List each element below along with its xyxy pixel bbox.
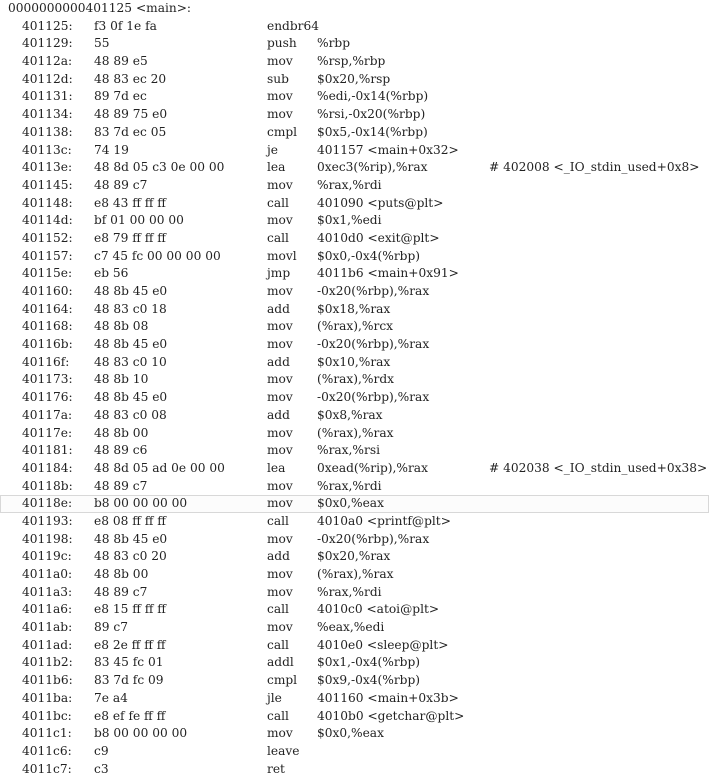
instruction-operands: (%rax),%rdx: [317, 372, 395, 387]
instruction-mnemonic: addl: [267, 655, 294, 670]
instruction-bytes: 48 8b 45 e0: [94, 284, 168, 298]
instruction-operands: $0x1,-0x4(%rbp): [317, 655, 421, 670]
instruction-address: 4011a3:: [22, 584, 73, 599]
instruction-address: 401176:: [22, 390, 73, 405]
instruction-address: 401125:: [22, 18, 73, 33]
instruction-bytes: 48 8d 05 ad 0e 00 00: [94, 460, 225, 475]
instruction-mnemonic: add: [267, 301, 290, 316]
instruction-bytes: 48 89 c7: [94, 177, 148, 192]
instruction-bytes: 48 83 c0 20: [94, 549, 167, 564]
instruction-mnemonic: mov: [267, 390, 293, 405]
instruction-mnemonic: cmpl: [267, 124, 298, 139]
instruction-bytes: 48 8b 45 e0: [94, 531, 168, 546]
disassembly-row[interactable]: [0, 301, 709, 319]
disassembly-row[interactable]: [0, 371, 709, 389]
instruction-address: 4011ba:: [22, 690, 73, 705]
disassembly-row[interactable]: [0, 336, 709, 354]
disassembly-row[interactable]: [0, 725, 709, 743]
instruction-address: 40117e:: [22, 425, 73, 440]
instruction-bytes: 48 8b 08: [94, 319, 149, 334]
instruction-address: 401173:: [22, 372, 73, 387]
instruction-bytes: 48 83 c0 08: [94, 407, 167, 422]
instruction-bytes: b8 00 00 00 00: [94, 726, 188, 741]
instruction-mnemonic: lea: [267, 160, 286, 175]
instruction-mnemonic: add: [267, 354, 290, 369]
instruction-address: 40112d:: [22, 71, 73, 86]
instruction-bytes: 48 8b 00: [94, 425, 149, 440]
instruction-mnemonic: mov: [267, 372, 293, 387]
disassembly-row[interactable]: [0, 442, 709, 460]
instruction-bytes: 48 83 ec 20: [94, 71, 167, 86]
instruction-mnemonic: mov: [267, 496, 293, 511]
instruction-address: 401129:: [22, 36, 73, 51]
instruction-mnemonic: mov: [267, 425, 293, 440]
instruction-address: 4011b2:: [22, 655, 73, 670]
instruction-operands: 401160 <main+0x3b>: [317, 690, 459, 705]
instruction-bytes: 48 83 c0 10: [94, 354, 167, 369]
disassembly-row[interactable]: [0, 407, 709, 425]
instruction-mnemonic: mov: [267, 620, 293, 635]
disassembly-row[interactable]: [0, 283, 709, 301]
disassembly-row[interactable]: [0, 88, 709, 106]
disassembly-row[interactable]: [0, 53, 709, 71]
instruction-bytes: 48 89 75 e0: [94, 107, 168, 122]
instruction-operands: 401090 <puts@plt>: [317, 195, 444, 210]
instruction-mnemonic: sub: [267, 71, 289, 86]
instruction-bytes: 83 7d ec 05: [94, 124, 167, 139]
instruction-mnemonic: cmpl: [267, 673, 298, 688]
instruction-mnemonic: call: [267, 637, 289, 652]
instruction-bytes: 48 89 e5: [94, 54, 148, 69]
disassembly-row[interactable]: [0, 601, 709, 619]
instruction-address: 40118b:: [22, 478, 73, 493]
instruction-bytes: 74 19: [94, 142, 129, 157]
instruction-address: 40119c:: [22, 549, 72, 564]
instruction-operands: (%rax),%rax: [317, 425, 394, 440]
disassembly-row[interactable]: [0, 743, 709, 761]
instruction-bytes: 55: [94, 36, 110, 51]
instruction-bytes: e8 08 ff ff ff: [94, 513, 166, 528]
instruction-address: 4011c1:: [22, 726, 72, 741]
instruction-operands: (%rax),%rcx: [317, 319, 394, 334]
disassembly-row[interactable]: [0, 425, 709, 443]
instruction-bytes: b8 00 00 00 00: [94, 496, 188, 511]
instruction-bytes: 48 89 c7: [94, 478, 148, 493]
instruction-address: 4011c6:: [22, 743, 72, 758]
instruction-operands: $0x0,-0x4(%rbp): [317, 248, 421, 263]
instruction-address: 401157:: [22, 248, 73, 263]
disassembly-row-selected[interactable]: [0, 495, 709, 513]
instruction-address: 40114d:: [22, 213, 73, 228]
instruction-mnemonic: add: [267, 549, 290, 564]
instruction-operands: 4010d0 <exit@plt>: [317, 230, 440, 245]
instruction-bytes: 48 8d 05 c3 0e 00 00: [94, 160, 225, 175]
disassembly-row[interactable]: [0, 195, 709, 213]
instruction-operands: -0x20(%rbp),%rax: [317, 531, 430, 546]
disassembly-row[interactable]: [0, 513, 709, 531]
instruction-mnemonic: mov: [267, 478, 293, 493]
disassembly-row[interactable]: [0, 389, 709, 407]
instruction-address: 401131:: [22, 89, 73, 104]
instruction-address: 40115e:: [22, 266, 73, 281]
instruction-mnemonic: mov: [267, 319, 293, 334]
disassembly-row[interactable]: [0, 177, 709, 195]
instruction-address: 4011ab:: [22, 620, 73, 635]
instruction-operands: $0x9,-0x4(%rbp): [317, 673, 421, 688]
instruction-bytes: 48 8b 45 e0: [94, 337, 168, 352]
instruction-mnemonic: jmp: [267, 266, 291, 281]
instruction-mnemonic: mov: [267, 337, 293, 352]
instruction-address: 4011ad:: [22, 637, 73, 652]
instruction-bytes: 48 89 c6: [94, 443, 148, 458]
instruction-address: 40113e:: [22, 160, 73, 175]
instruction-bytes: 7e a4: [94, 690, 128, 705]
disassembly-row[interactable]: [0, 124, 709, 142]
disassembly-row[interactable]: [0, 460, 709, 478]
instruction-address: 4011a6:: [22, 602, 73, 617]
instruction-mnemonic: mov: [267, 54, 293, 69]
instruction-address: 401181:: [22, 443, 73, 458]
instruction-mnemonic: mov: [267, 89, 293, 104]
instruction-bytes: e8 15 ff ff ff: [94, 602, 166, 617]
instruction-address: 40116f:: [22, 354, 70, 369]
instruction-bytes: 48 89 c7: [94, 584, 148, 599]
instruction-operands: %rax,%rdi: [317, 177, 382, 192]
instruction-address: 401160:: [22, 284, 73, 298]
instruction-operands: %rsp,%rbp: [317, 54, 386, 69]
instruction-operands: 0xead(%rip),%rax: [317, 460, 428, 475]
instruction-address: 4011a0:: [22, 567, 73, 581]
instruction-mnemonic: mov: [267, 584, 293, 599]
instruction-operands: $0x18,%rax: [317, 301, 391, 316]
instruction-operands: %rax,%rsi: [317, 443, 380, 458]
instruction-mnemonic: call: [267, 513, 289, 528]
instruction-mnemonic: lea: [267, 460, 286, 475]
instruction-address: 40113c:: [22, 142, 72, 157]
instruction-address: 40116b:: [22, 337, 73, 352]
instruction-operands: $0x1,%edi: [317, 213, 382, 228]
disassembly-row[interactable]: [0, 672, 709, 690]
instruction-operands: 4011b6 <main+0x91>: [317, 266, 459, 281]
disassembly-row[interactable]: [0, 230, 709, 248]
instruction-mnemonic: endbr64: [267, 18, 319, 33]
instruction-operands: %rax,%rdi: [317, 584, 382, 599]
disassembly-row[interactable]: [0, 637, 709, 655]
instruction-bytes: 83 7d fc 09: [94, 673, 164, 688]
instruction-operands: $0x20,%rax: [317, 549, 391, 564]
instruction-bytes: e8 79 ff ff ff: [94, 230, 166, 245]
instruction-operands: %rsi,-0x20(%rbp): [317, 107, 426, 122]
instruction-mnemonic: mov: [267, 531, 293, 546]
instruction-operands: %eax,%edi: [317, 620, 385, 635]
instruction-bytes: 83 45 fc 01: [94, 655, 164, 670]
instruction-bytes: 48 83 c0 18: [94, 301, 167, 316]
instruction-address: 401164:: [22, 301, 73, 316]
instruction-operands: %rax,%rdi: [317, 478, 382, 493]
instruction-mnemonic: jle: [267, 690, 282, 705]
instruction-mnemonic: call: [267, 708, 289, 723]
instruction-bytes: 89 7d ec: [94, 89, 147, 104]
instruction-address: 401198:: [22, 531, 73, 546]
instruction-bytes: e8 ef fe ff ff: [94, 708, 166, 723]
instruction-bytes: 48 8b 00: [94, 567, 149, 581]
instruction-address: 401168:: [22, 319, 73, 334]
instruction-operands: -0x20(%rbp),%rax: [317, 284, 430, 298]
function-header: 0000000000401125 <main>:: [8, 1, 192, 15]
disassembly-row[interactable]: [0, 761, 709, 779]
instruction-bytes: f3 0f 1e fa: [94, 18, 157, 33]
instruction-operands: -0x20(%rbp),%rax: [317, 390, 430, 405]
disassembly-row[interactable]: [0, 548, 709, 566]
instruction-address: 401145:: [22, 177, 73, 192]
disassembly-row[interactable]: [0, 248, 709, 266]
disassembly-listing: [0, 18, 709, 779]
instruction-operands: 4010b0 <getchar@plt>: [317, 708, 465, 723]
instruction-bytes: c3: [94, 761, 109, 776]
instruction-mnemonic: mov: [267, 213, 293, 228]
instruction-address: 40112a:: [22, 54, 73, 69]
instruction-mnemonic: je: [267, 142, 278, 157]
instruction-bytes: e8 2e ff ff ff: [94, 637, 166, 652]
instruction-address: 401184:: [22, 460, 73, 475]
disassembly-row[interactable]: [0, 478, 709, 496]
disassembly-row[interactable]: [0, 318, 709, 336]
disassembly-row[interactable]: [0, 212, 709, 230]
instruction-bytes: c9: [94, 743, 109, 758]
instruction-address: 4011bc:: [22, 708, 72, 723]
instruction-operands: 4010e0 <sleep@plt>: [317, 637, 449, 652]
instruction-bytes: 89 c7: [94, 620, 128, 635]
instruction-bytes: eb 56: [94, 266, 129, 281]
instruction-operands: %edi,-0x14(%rbp): [317, 89, 429, 104]
instruction-mnemonic: mov: [267, 284, 293, 298]
instruction-mnemonic: leave: [267, 743, 300, 758]
disassembly-row[interactable]: [0, 584, 709, 602]
instruction-mnemonic: add: [267, 407, 290, 422]
disassembly-row[interactable]: [0, 18, 709, 36]
instruction-operands: $0x5,-0x14(%rbp): [317, 124, 428, 139]
instruction-bytes: c7 45 fc 00 00 00 00: [94, 248, 221, 263]
instruction-bytes: e8 43 ff ff ff: [94, 195, 166, 210]
instruction-operands: $0x20,%rsp: [317, 71, 391, 86]
instruction-mnemonic: ret: [267, 761, 285, 776]
disassembly-row[interactable]: [0, 106, 709, 124]
disassembly-row[interactable]: [0, 708, 709, 726]
disassembly-row[interactable]: [0, 566, 709, 584]
disassembly-row[interactable]: [0, 265, 709, 283]
disassembly-row[interactable]: [0, 142, 709, 160]
instruction-mnemonic: mov: [267, 107, 293, 122]
instruction-mnemonic: movl: [267, 248, 297, 263]
instruction-operands: 4010c0 <atoi@plt>: [317, 602, 440, 617]
disassembly-row[interactable]: [0, 354, 709, 372]
instruction-operands: $0x0,%eax: [317, 726, 384, 741]
instruction-operands: 0xec3(%rip),%rax: [317, 160, 428, 175]
disassembly-row[interactable]: [0, 71, 709, 89]
instruction-operands: 401157 <main+0x32>: [317, 142, 459, 157]
instruction-operands: %rbp: [317, 36, 351, 51]
instruction-address: 401134:: [22, 107, 73, 122]
instruction-address: 40118e:: [22, 496, 73, 511]
instruction-mnemonic: call: [267, 230, 289, 245]
instruction-mnemonic: mov: [267, 726, 293, 741]
instruction-address: 4011c7:: [22, 761, 72, 776]
instruction-operands: 4010a0 <printf@plt>: [317, 513, 451, 528]
instruction-address: 4011b6:: [22, 673, 73, 688]
instruction-operands: (%rax),%rax: [317, 567, 394, 581]
instruction-address: 401152:: [22, 230, 73, 245]
instruction-mnemonic: call: [267, 602, 289, 617]
instruction-mnemonic: mov: [267, 177, 293, 192]
instruction-bytes: bf 01 00 00 00: [94, 213, 184, 228]
disassembly-row[interactable]: [0, 619, 709, 637]
instruction-comment: # 402038 <_IO_stdin_used+0x38>: [489, 460, 708, 475]
disassembly-row[interactable]: [0, 159, 709, 177]
instruction-operands: $0x8,%rax: [317, 407, 383, 422]
instruction-operands: $0x10,%rax: [317, 354, 391, 369]
disassembly-row[interactable]: [0, 35, 709, 53]
instruction-bytes: 48 8b 10: [94, 372, 149, 387]
instruction-address: 40117a:: [22, 407, 73, 422]
instruction-mnemonic: mov: [267, 567, 293, 581]
instruction-mnemonic: mov: [267, 443, 293, 458]
instruction-operands: $0x0,%eax: [317, 496, 384, 511]
instruction-comment: # 402008 <_IO_stdin_used+0x8>: [489, 160, 700, 175]
instruction-address: 401193:: [22, 513, 73, 528]
disassembly-row[interactable]: [0, 690, 709, 708]
instruction-address: 401148:: [22, 195, 73, 210]
disassembly-row[interactable]: [0, 654, 709, 672]
instruction-mnemonic: push: [267, 36, 297, 51]
disassembly-row[interactable]: [0, 531, 709, 549]
instruction-operands: -0x20(%rbp),%rax: [317, 337, 430, 352]
instruction-address: 401138:: [22, 124, 73, 139]
instruction-bytes: 48 8b 45 e0: [94, 390, 168, 405]
instruction-mnemonic: call: [267, 195, 289, 210]
